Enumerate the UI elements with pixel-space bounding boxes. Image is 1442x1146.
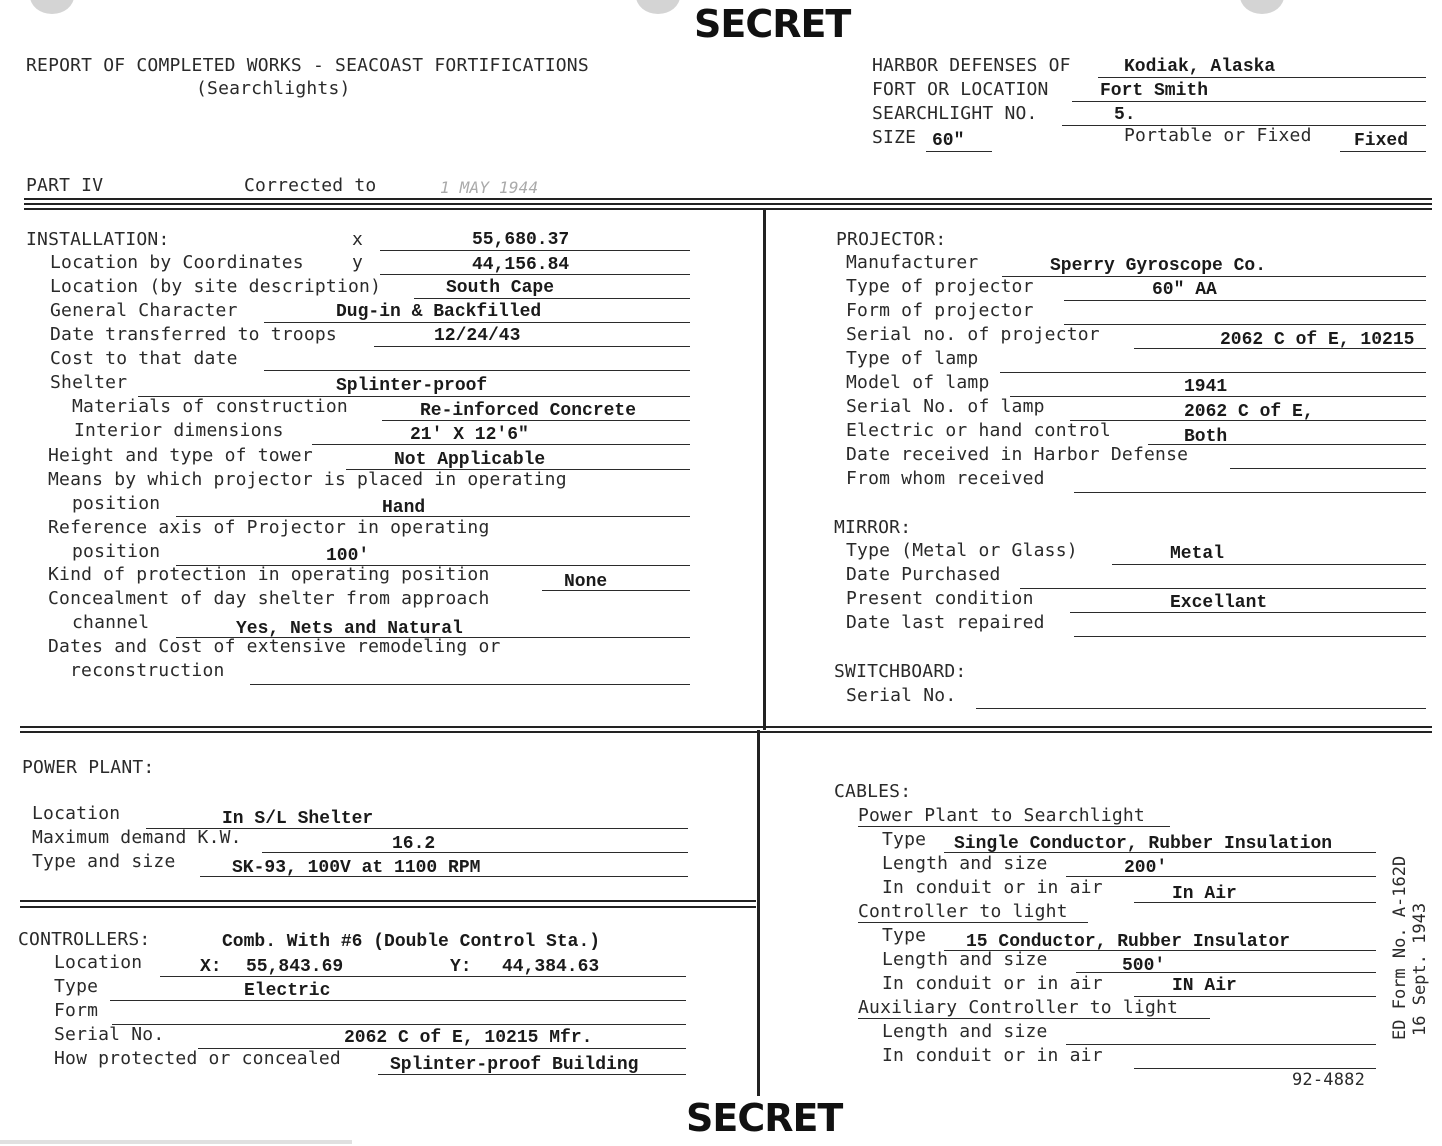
portable-label: Portable or Fixed bbox=[1124, 125, 1312, 146]
from-whom-line bbox=[1074, 492, 1426, 493]
controllers-comb-value: Comb. With #6 (Double Control Sta.) bbox=[222, 932, 601, 952]
mirror-type-label: Type (Metal or Glass) bbox=[846, 540, 1078, 561]
pp-demand-label: Maximum demand K.W. bbox=[32, 827, 242, 848]
cable-ctl-underline bbox=[858, 922, 1088, 923]
projector-form-line bbox=[1064, 324, 1426, 325]
shelter-label: Shelter bbox=[50, 372, 128, 393]
cable-ctl-length-value: 500' bbox=[1122, 956, 1166, 976]
coord-x-label: x bbox=[352, 229, 364, 250]
manufacturer-line bbox=[1002, 276, 1426, 277]
pp-type-label: Type and size bbox=[32, 851, 176, 872]
projector-type-value: 60" AA bbox=[1152, 280, 1217, 300]
repaired-line bbox=[1074, 636, 1426, 637]
punch-hole-right bbox=[1240, 0, 1284, 14]
date-transferred-value: 12/24/43 bbox=[434, 326, 521, 346]
cable-pp-underline bbox=[858, 826, 1170, 827]
cable-pp-length-line bbox=[1066, 876, 1376, 877]
cable-aux-length-line bbox=[1066, 1044, 1376, 1045]
mirror-heading: MIRROR: bbox=[834, 517, 912, 538]
general-line bbox=[264, 322, 690, 323]
date-transferred-line bbox=[374, 346, 690, 347]
secret-stamp-bottom: SECRET bbox=[686, 1096, 843, 1140]
portable-value: Fixed bbox=[1354, 131, 1409, 151]
projector-heading: PROJECTOR: bbox=[836, 229, 947, 250]
ctl-form-label: Form bbox=[54, 1000, 99, 1021]
cable-pp-type-value: Single Conductor, Rubber Insulation bbox=[954, 834, 1333, 854]
cost-label: Cost to that date bbox=[50, 348, 238, 369]
condition-value: Excellant bbox=[1170, 593, 1268, 613]
ctl-x-value: 55,843.69 bbox=[246, 957, 344, 977]
remodel-label-1: Dates and Cost of extensive remodeling or bbox=[48, 636, 501, 657]
ctl-serial-value: 2062 C of E, 10215 Mfr. bbox=[344, 1028, 593, 1048]
from-whom-label: From whom received bbox=[846, 468, 1045, 489]
cable-ctl-type-value: 15 Conductor, Rubber Insulator bbox=[966, 932, 1291, 952]
fort-line bbox=[1072, 101, 1426, 102]
ctl-form-line bbox=[112, 1024, 686, 1025]
concealment-label-1: Concealment of day shelter from approach bbox=[48, 588, 490, 609]
received-label: Date received in Harbor Defense bbox=[846, 444, 1189, 465]
searchlight-no-value: 5. bbox=[1114, 105, 1136, 125]
column-divider-bottom bbox=[757, 730, 760, 1096]
cable-pp-conduit-label: In conduit or in air bbox=[882, 877, 1103, 898]
condition-label: Present condition bbox=[846, 588, 1034, 609]
repaired-label: Date last repaired bbox=[846, 612, 1045, 633]
size-line bbox=[926, 151, 992, 152]
protection-line bbox=[542, 590, 690, 591]
coord-y-line bbox=[380, 274, 690, 275]
lamp-model-value: 1941 bbox=[1184, 377, 1228, 397]
size-label: SIZE bbox=[872, 127, 917, 148]
purchased-label: Date Purchased bbox=[846, 564, 1001, 585]
coords-label: Location by Coordinates bbox=[50, 252, 304, 273]
punch-hole-center bbox=[636, 0, 680, 14]
cable-ctl-type-label: Type bbox=[882, 925, 927, 946]
punch-hole-left bbox=[30, 0, 74, 14]
remodel-label-2: reconstruction bbox=[70, 660, 225, 681]
coord-y-value: 44,156.84 bbox=[472, 255, 570, 275]
projector-serial-line bbox=[1134, 348, 1426, 349]
ctl-x-label: X: bbox=[200, 957, 222, 977]
interior-label: Interior dimensions bbox=[74, 420, 284, 441]
control-line bbox=[1148, 444, 1426, 445]
harbor-defenses-line bbox=[1098, 77, 1426, 78]
size-value: 60" bbox=[932, 131, 965, 151]
cable-ctl-label: Controller to light bbox=[858, 901, 1068, 922]
switchboard-heading: SWITCHBOARD: bbox=[834, 661, 967, 682]
means-label-2: position bbox=[72, 493, 161, 514]
site-line bbox=[414, 298, 690, 299]
coord-y-label: y bbox=[352, 252, 364, 273]
ref-axis-label-2: position bbox=[72, 541, 161, 562]
part-label: PART IV bbox=[26, 175, 104, 196]
site-label: Location (by site description) bbox=[50, 276, 382, 297]
portable-line bbox=[1340, 151, 1426, 152]
cable-aux-conduit-label: In conduit or in air bbox=[882, 1045, 1103, 1066]
ctl-y-value: 44,384.63 bbox=[502, 957, 600, 977]
manufacturer-label: Manufacturer bbox=[846, 252, 979, 273]
report-subtitle: (Searchlights) bbox=[196, 78, 351, 99]
control-label: Electric or hand control bbox=[846, 420, 1111, 441]
power-plant-rule-2 bbox=[20, 906, 756, 908]
header-rule-2 bbox=[24, 203, 1432, 205]
height-value: Not Applicable bbox=[394, 450, 546, 470]
lamp-serial-line bbox=[1070, 420, 1426, 421]
coord-x-line bbox=[380, 250, 690, 251]
report-title: REPORT OF COMPLETED WORKS - SEACOAST FORTIFICATIONS bbox=[26, 55, 589, 76]
protection-value: None bbox=[564, 572, 608, 592]
corrected-stamp: 1 MAY 1944 bbox=[440, 178, 539, 197]
pp-demand-line bbox=[262, 852, 688, 853]
means-label-1: Means by which projector is placed in operating bbox=[48, 469, 567, 490]
lamp-model-line bbox=[1010, 396, 1426, 397]
mirror-type-value: Metal bbox=[1170, 544, 1225, 564]
cost-line bbox=[264, 370, 690, 371]
power-plant-rule-1 bbox=[20, 900, 756, 902]
ctl-location-label: Location bbox=[54, 952, 143, 973]
site-value: South Cape bbox=[446, 278, 555, 298]
projector-form-label: Form of projector bbox=[846, 300, 1034, 321]
pp-type-line bbox=[200, 876, 688, 877]
ctl-location-line bbox=[160, 976, 686, 977]
pp-location-value: In S/L Shelter bbox=[222, 809, 374, 829]
projector-type-label: Type of projector bbox=[846, 276, 1034, 297]
header-rule-1 bbox=[24, 198, 1432, 200]
doc-number: 92-4882 bbox=[1292, 1070, 1366, 1090]
projector-serial-value: 2062 C of E, 10215 bbox=[1220, 330, 1415, 350]
manufacturer-value: Sperry Gyroscope Co. bbox=[1050, 256, 1267, 276]
remodel-line bbox=[250, 684, 690, 685]
materials-label: Materials of construction bbox=[72, 396, 348, 417]
control-value: Both bbox=[1184, 427, 1228, 447]
cable-aux-length-label: Length and size bbox=[882, 1021, 1048, 1042]
power-plant-heading: POWER PLANT: bbox=[22, 757, 155, 778]
bottom-edge-shadow bbox=[0, 1140, 352, 1144]
fort-label: FORT OR LOCATION bbox=[872, 79, 1049, 100]
ctl-y-label: Y: bbox=[450, 957, 472, 977]
cable-ctl-length-label: Length and size bbox=[882, 949, 1048, 970]
height-label: Height and type of tower bbox=[48, 445, 313, 466]
form-date-vertical: 16 Sept. 1943 bbox=[1410, 902, 1430, 1036]
cable-aux-underline bbox=[858, 1018, 1210, 1019]
cable-ctl-conduit-label: In conduit or in air bbox=[882, 973, 1103, 994]
coord-x-value: 55,680.37 bbox=[472, 230, 570, 250]
cable-pp-label: Power Plant to Searchlight bbox=[858, 805, 1145, 826]
projector-serial-label: Serial no. of projector bbox=[846, 324, 1100, 345]
purchased-line bbox=[1020, 588, 1426, 589]
shelter-value: Splinter-proof bbox=[336, 376, 488, 396]
cable-pp-length-label: Length and size bbox=[882, 853, 1048, 874]
ctl-protected-value: Splinter-proof Building bbox=[390, 1055, 639, 1075]
switchboard-serial-line bbox=[976, 708, 1426, 709]
harbor-defenses-value: Kodiak, Alaska bbox=[1124, 57, 1276, 77]
date-transferred-label: Date transferred to troops bbox=[50, 324, 337, 345]
searchlight-no-label: SEARCHLIGHT NO. bbox=[872, 103, 1038, 124]
pp-demand-value: 16.2 bbox=[392, 834, 436, 854]
concealment-label-2: channel bbox=[72, 612, 150, 633]
lamp-type-label: Type of lamp bbox=[846, 348, 979, 369]
lamp-serial-label: Serial No. of lamp bbox=[846, 396, 1045, 417]
ctl-type-value: Electric bbox=[244, 981, 331, 1001]
mirror-type-line bbox=[1112, 564, 1426, 565]
lamp-type-line bbox=[1000, 372, 1426, 373]
fort-value: Fort Smith bbox=[1100, 81, 1209, 101]
lamp-model-label: Model of lamp bbox=[846, 372, 990, 393]
mid-rule-2 bbox=[20, 731, 1432, 733]
interior-value: 21' X 12'6" bbox=[410, 425, 529, 445]
means-value: Hand bbox=[382, 498, 426, 518]
interior-line bbox=[312, 444, 690, 445]
header-rule-3 bbox=[24, 208, 1432, 210]
ref-axis-label-1: Reference axis of Projector in operating bbox=[48, 517, 490, 538]
condition-line bbox=[1070, 612, 1426, 613]
cable-pp-conduit-line bbox=[1134, 902, 1376, 903]
cable-ctl-length-line bbox=[1076, 972, 1376, 973]
cable-pp-length-value: 200' bbox=[1124, 858, 1168, 878]
pp-location-label: Location bbox=[32, 803, 121, 824]
cable-ctl-conduit-value: IN Air bbox=[1172, 976, 1237, 996]
mid-rule-1 bbox=[20, 726, 1432, 728]
protection-label: Kind of protection in operating position bbox=[48, 564, 490, 585]
switchboard-serial-label: Serial No. bbox=[846, 685, 957, 706]
ctl-type-label: Type bbox=[54, 976, 99, 997]
secret-stamp-top: SECRET bbox=[694, 2, 851, 46]
ctl-type-line bbox=[110, 1000, 686, 1001]
general-value: Dug-in & Backfilled bbox=[336, 302, 542, 322]
cables-heading: CABLES: bbox=[834, 781, 912, 802]
pp-type-value: SK-93, 100V at 1100 RPM bbox=[232, 858, 481, 878]
ref-axis-value: 100' bbox=[326, 546, 370, 566]
harbor-defenses-label: HARBOR DEFENSES OF bbox=[872, 55, 1071, 76]
concealment-value: Yes, Nets and Natural bbox=[236, 619, 463, 639]
form-number-vertical: ED Form No. A-162D bbox=[1390, 855, 1410, 1040]
received-line bbox=[1230, 468, 1426, 469]
corrected-label: Corrected to bbox=[244, 175, 377, 196]
general-label: General Character bbox=[50, 300, 238, 321]
projector-type-line bbox=[1064, 300, 1426, 301]
cable-pp-type-label: Type bbox=[882, 829, 927, 850]
materials-line bbox=[382, 420, 690, 421]
ctl-protected-label: How protected or concealed bbox=[54, 1048, 341, 1069]
cable-pp-conduit-value: In Air bbox=[1172, 884, 1237, 904]
ctl-serial-label: Serial No. bbox=[54, 1024, 165, 1045]
cable-aux-conduit-line bbox=[1134, 1068, 1376, 1069]
materials-value: Re-inforced Concrete bbox=[420, 401, 637, 421]
cable-aux-label: Auxiliary Controller to light bbox=[858, 997, 1179, 1018]
lamp-serial-value: 2062 C of E, bbox=[1184, 402, 1314, 422]
ctl-protected-line bbox=[378, 1074, 686, 1075]
column-divider-top bbox=[763, 208, 766, 730]
controllers-heading: CONTROLLERS: bbox=[18, 929, 151, 950]
installation-heading: INSTALLATION: bbox=[26, 229, 170, 250]
